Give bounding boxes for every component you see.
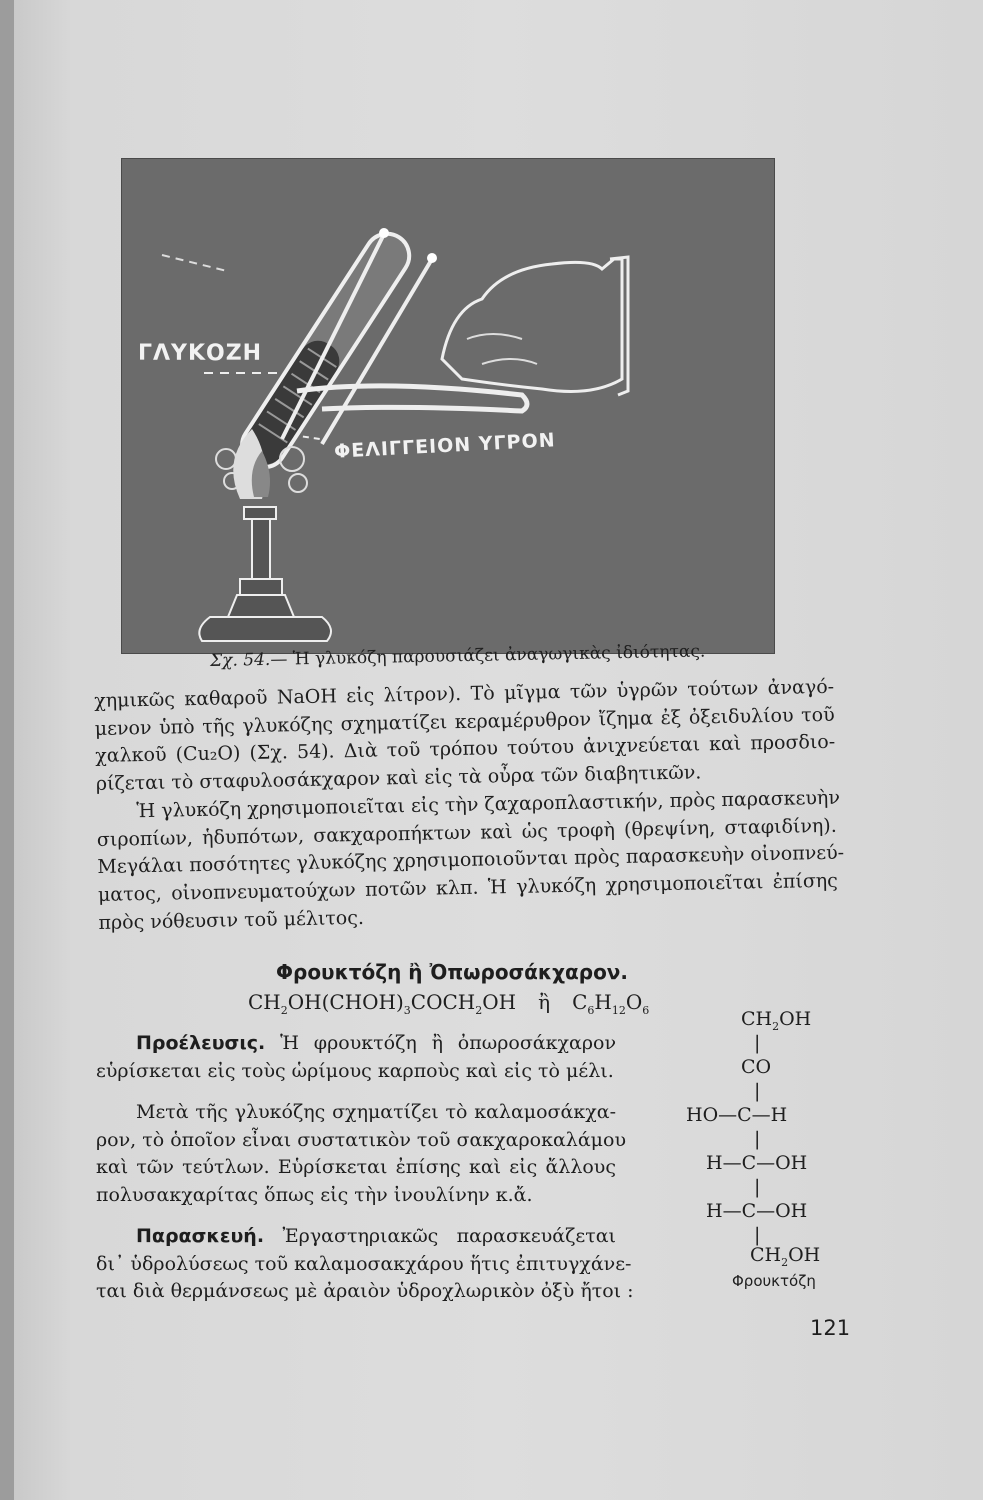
- text-line: ματος, οἰνοπνευματούχων ποτῶν κλπ. Ἡ γλυκόζη χρησιμοποιεῖται ἐπίσης: [97, 869, 839, 906]
- structure-row: H—C—OH: [706, 1152, 808, 1174]
- text-line: δι᾽ ὑδρολύσεως τοῦ καλαμοσακχάρου ἥτις ἐπιτυγχάνε-: [96, 1252, 632, 1275]
- page-number: 121: [810, 1316, 851, 1340]
- text-line: Μετὰ τῆς γλυκόζης σχηματίζει τὸ καλαμοσάκχα-: [136, 1101, 616, 1123]
- lead-preparation: Παρασκευή.: [136, 1225, 265, 1247]
- text-line: καὶ τῶν τεύτλων. Εὑρίσκεται ἐπίσης καὶ εἰς ἄλλους: [96, 1156, 616, 1178]
- structure-row: HO—C—H: [686, 1104, 788, 1126]
- text-line: πολυσακχαρίτας ὅπως εἰς τὴν ἰνουλίνην κ.ἄ.: [96, 1183, 533, 1206]
- structure-row: $CH_2OH$: [741, 1008, 812, 1033]
- structure-row: H—C—OH: [706, 1200, 808, 1222]
- structure-bond: |: [754, 1080, 761, 1102]
- paragraph-origin: [96, 1030, 616, 1085]
- caption-number: Σχ. 54.: [210, 649, 271, 671]
- text-line: Μεγάλαι ποσότητες γλυκόζης χρησιμοποιοῦνται πρὸς παρασκευὴν οἰνοπνεύ-: [97, 841, 845, 879]
- section-formula: $CH_2OH(CHOH)_3COCH_2OH$ ἢ $C_6H_{12}O_6$: [248, 990, 650, 1017]
- figure-fehling-test: [121, 158, 775, 654]
- text-line: χαλκοῦ (Cu₂O) (Σχ. 54). Διὰ τοῦ τρόπου τούτου ἀνιχνεύεται καὶ προσδιο-: [95, 731, 836, 768]
- paragraph-with-glucose: [96, 1099, 627, 1209]
- label-glucose: ΓΛΥΚΟΖΗ: [138, 341, 263, 366]
- text-line: σιροπίων, ἡδυπότων, σακχαροπήκτων καὶ ὡς τροφὴ (θρεψίνη, σταφιδίνη).: [96, 814, 837, 851]
- structure-row: CO: [741, 1056, 772, 1078]
- fehling-test-illustration: [122, 159, 774, 653]
- structure-row: $CH_2OH$: [750, 1244, 821, 1269]
- book-page: [14, 0, 983, 1500]
- structure-bond: |: [754, 1032, 761, 1054]
- text-line: ται διὰ θερμάνσεως μὲ ἀραιὸν ὑδροχλωρικὸν ὀξὺ ἤτοι :: [96, 1280, 634, 1302]
- structure-bond: |: [754, 1128, 761, 1150]
- text-line: Ἡ γλυκόζη χρησιμοποιεῖται εἰς τὴν ζαχαροπλαστικήν, πρὸς παρασκευὴν: [136, 786, 841, 823]
- text-line: χημικῶς καθαροῦ NaOH εἰς λίτρον). Τὸ μῖγμα τῶν ὑγρῶν τούτων ἀναγό-: [94, 675, 835, 712]
- structure-name: Φρουκτόζη: [732, 1272, 816, 1290]
- lead-origin: Προέλευσις.: [136, 1032, 266, 1054]
- text-line: εὑρίσκεται εἰς τοὺς ὡρίμους καρποὺς καὶ εἰς τὸ μέλι.: [96, 1059, 614, 1082]
- text-line: ρίζεται τὸ σταφυλοσάκχαρον καὶ εἰς τὰ οὖρα τῶν διαβητικῶν.: [95, 761, 702, 796]
- text-line: μενον ὑπὸ τῆς γλυκόζης σχηματίζει κεραμέρυθρον ἴζημα ἐξ ὀξειδυλίου τοῦ: [94, 703, 835, 740]
- body-text-column: [96, 1030, 634, 1320]
- structure-bond: |: [754, 1176, 761, 1198]
- section-heading: Φρουκτόζη ἢ Ὀπωροσάκχαρον.: [276, 960, 629, 984]
- caption-text: — Ἡ γλυκόζη παρουσιάζει ἀναγωγικὰς ἰδιότητας.: [270, 641, 706, 670]
- paragraph-preparation: [96, 1223, 634, 1306]
- structure-bond: |: [754, 1224, 761, 1246]
- formula-or: ἢ: [538, 990, 551, 1014]
- label-fehling-liquid: ΦΕΛΙΓΓΕΙΟΝ ΥΓΡΟΝ: [333, 429, 557, 463]
- text-line: ρον, τὸ ὁποῖον εἶναι συστατικὸν τοῦ σακχαροκαλάμου: [96, 1128, 627, 1151]
- body-text-top: [94, 674, 845, 937]
- text-line: Παρασκευή. Ἐργαστηριακῶς παρασκευάζεται: [136, 1225, 617, 1247]
- text-line: Προέλευσις. Ἡ φρουκτόζη ἢ ὀπωροσάκχαρον: [136, 1032, 617, 1054]
- text-line: πρὸς νόθευσιν τοῦ μέλιτος.: [98, 906, 365, 934]
